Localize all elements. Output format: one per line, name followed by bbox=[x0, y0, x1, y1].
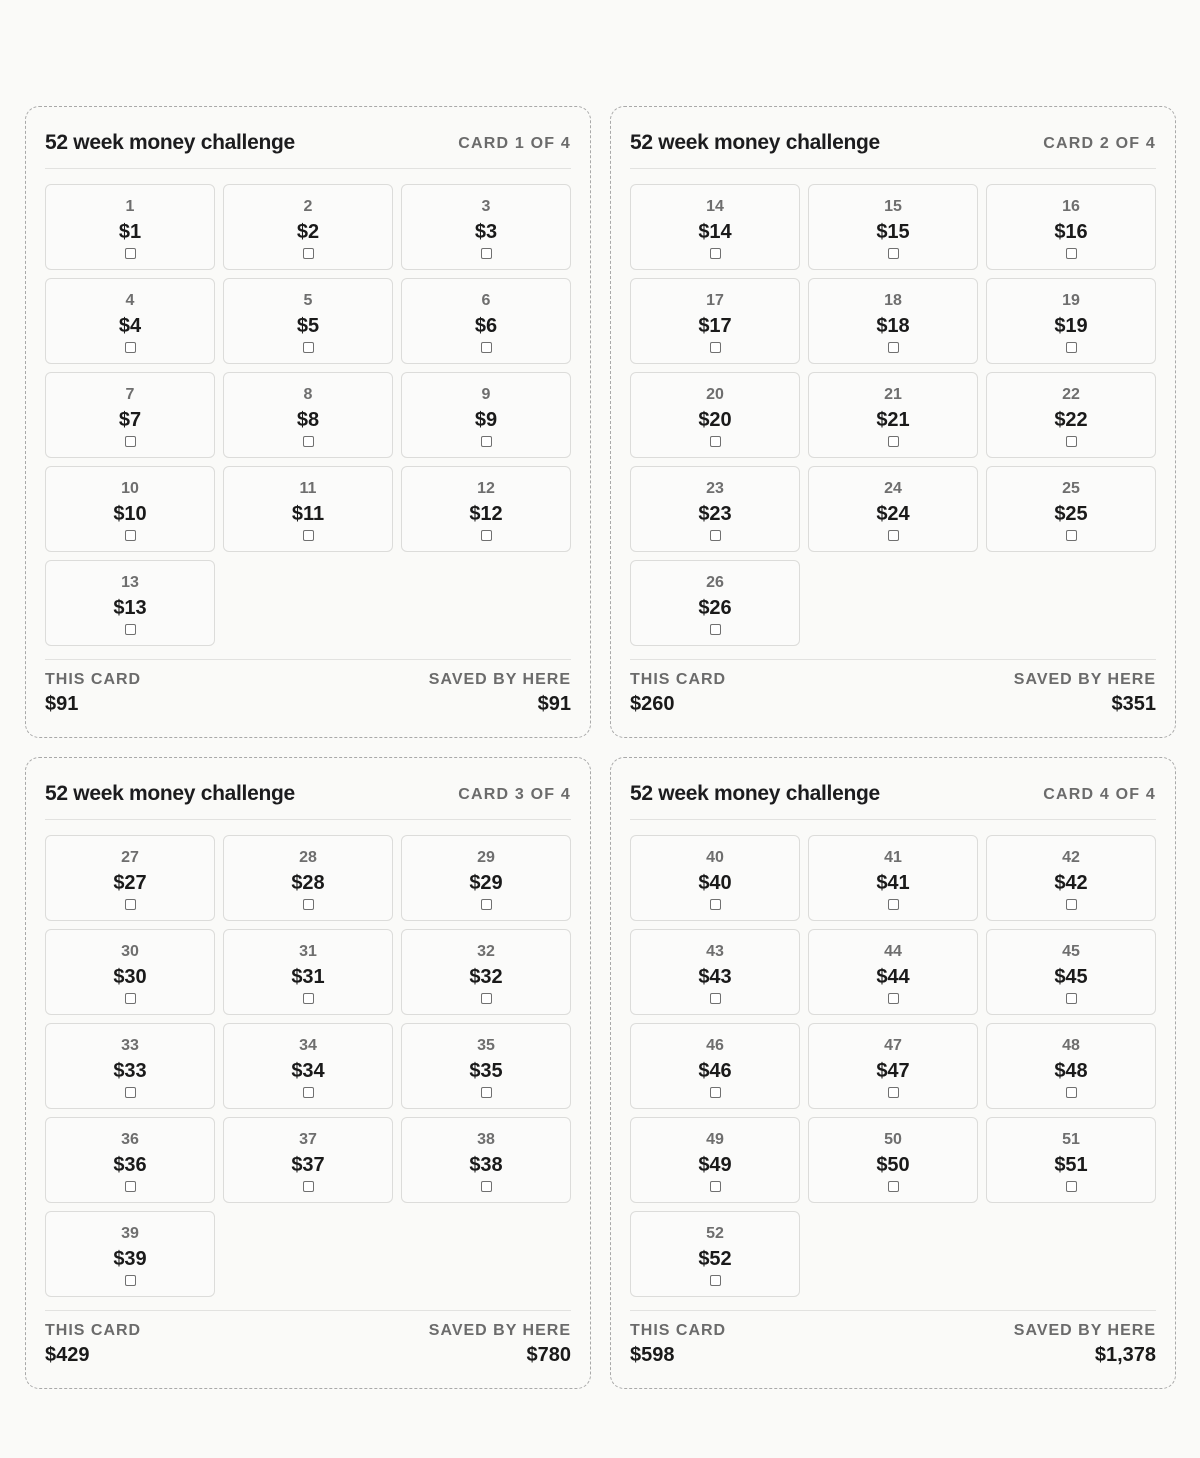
week-amount: $40 bbox=[698, 872, 732, 894]
this-card-value: $598 bbox=[630, 1344, 675, 1366]
week-amount: $14 bbox=[698, 221, 732, 243]
week-checkbox[interactable] bbox=[888, 899, 899, 910]
card-title: 52 week money challenge bbox=[45, 131, 295, 154]
week-cell bbox=[223, 1023, 393, 1109]
week-number: 11 bbox=[299, 480, 317, 497]
week-amount: $29 bbox=[469, 872, 503, 894]
week-cell bbox=[986, 466, 1156, 552]
week-number: 16 bbox=[1062, 198, 1080, 215]
week-number: 23 bbox=[706, 480, 724, 497]
week-number: 13 bbox=[121, 574, 139, 591]
week-number: 29 bbox=[477, 849, 495, 866]
week-checkbox[interactable] bbox=[481, 993, 492, 1004]
week-number: 5 bbox=[303, 292, 313, 309]
week-cell bbox=[986, 278, 1156, 364]
week-number: 39 bbox=[121, 1225, 139, 1242]
week-amount: $13 bbox=[113, 597, 147, 619]
week-number: 42 bbox=[1062, 849, 1080, 866]
week-number: 51 bbox=[1062, 1131, 1080, 1148]
week-checkbox[interactable] bbox=[1066, 436, 1077, 447]
week-checkbox[interactable] bbox=[481, 1181, 492, 1192]
week-number: 25 bbox=[1062, 480, 1080, 497]
week-number: 7 bbox=[125, 386, 135, 403]
card-counter: CARD 3 OF 4 bbox=[458, 786, 571, 803]
saved-by-here-label: SAVED BY HERE bbox=[1013, 1322, 1156, 1339]
this-card-total bbox=[45, 1321, 141, 1367]
week-cell bbox=[808, 184, 978, 270]
week-number: 30 bbox=[121, 943, 139, 960]
week-cell bbox=[45, 1023, 215, 1109]
week-number: 50 bbox=[884, 1131, 902, 1148]
week-number: 10 bbox=[121, 480, 139, 497]
week-cell bbox=[223, 372, 393, 458]
week-amount: $22 bbox=[1054, 409, 1088, 431]
week-number: 4 bbox=[125, 292, 135, 309]
week-amount: $33 bbox=[113, 1060, 147, 1082]
week-checkbox[interactable] bbox=[481, 1087, 492, 1098]
week-amount: $41 bbox=[876, 872, 910, 894]
week-cell bbox=[223, 835, 393, 921]
week-number: 35 bbox=[477, 1037, 495, 1054]
saved-by-here-total bbox=[429, 1321, 571, 1367]
week-checkbox[interactable] bbox=[710, 530, 721, 541]
week-amount: $49 bbox=[698, 1154, 732, 1176]
week-checkbox[interactable] bbox=[710, 1087, 721, 1098]
week-cell bbox=[45, 466, 215, 552]
week-number: 6 bbox=[481, 292, 491, 309]
week-amount: $12 bbox=[469, 503, 503, 525]
week-checkbox[interactable] bbox=[888, 1087, 899, 1098]
week-amount: $16 bbox=[1054, 221, 1088, 243]
week-cell bbox=[986, 372, 1156, 458]
week-cell bbox=[986, 835, 1156, 921]
week-amount: $32 bbox=[469, 966, 503, 988]
saved-by-here-label: SAVED BY HERE bbox=[428, 1322, 571, 1339]
week-number: 34 bbox=[299, 1037, 317, 1054]
week-cell bbox=[986, 929, 1156, 1015]
week-amount: $45 bbox=[1054, 966, 1088, 988]
challenge-card-4 bbox=[610, 757, 1176, 1389]
week-cell bbox=[808, 466, 978, 552]
week-checkbox[interactable] bbox=[125, 1181, 136, 1192]
week-checkbox[interactable] bbox=[303, 248, 314, 259]
week-amount: $3 bbox=[474, 221, 498, 243]
week-amount: $38 bbox=[469, 1154, 503, 1176]
week-cell bbox=[630, 278, 800, 364]
week-number: 49 bbox=[706, 1131, 724, 1148]
card-footer bbox=[45, 1310, 571, 1367]
week-number: 22 bbox=[1062, 386, 1080, 403]
week-amount: $5 bbox=[296, 315, 320, 337]
week-number: 9 bbox=[481, 386, 491, 403]
week-number: 41 bbox=[884, 849, 902, 866]
saved-by-here-total bbox=[429, 670, 571, 716]
week-amount: $44 bbox=[876, 966, 910, 988]
week-amount: $25 bbox=[1054, 503, 1088, 525]
week-number: 43 bbox=[706, 943, 724, 960]
week-cell bbox=[808, 372, 978, 458]
week-number: 26 bbox=[706, 574, 724, 591]
week-number: 15 bbox=[884, 198, 902, 215]
week-amount: $6 bbox=[474, 315, 498, 337]
week-cell bbox=[401, 278, 571, 364]
week-amount: $10 bbox=[113, 503, 147, 525]
week-cell bbox=[630, 1211, 800, 1297]
week-number: 32 bbox=[477, 943, 495, 960]
week-checkbox[interactable] bbox=[1066, 342, 1077, 353]
week-cell bbox=[45, 372, 215, 458]
week-cell bbox=[630, 1117, 800, 1203]
week-cell bbox=[630, 372, 800, 458]
card-header bbox=[630, 107, 1156, 169]
week-cell bbox=[45, 278, 215, 364]
this-card-label: THIS CARD bbox=[630, 1322, 727, 1339]
week-amount: $52 bbox=[698, 1248, 732, 1270]
week-cell bbox=[223, 184, 393, 270]
week-number: 47 bbox=[884, 1037, 902, 1054]
week-checkbox[interactable] bbox=[1066, 993, 1077, 1004]
week-checkbox[interactable] bbox=[125, 899, 136, 910]
week-cell bbox=[630, 184, 800, 270]
week-cell bbox=[630, 929, 800, 1015]
week-amount: $35 bbox=[469, 1060, 503, 1082]
week-checkbox[interactable] bbox=[888, 248, 899, 259]
week-number: 40 bbox=[706, 849, 724, 866]
week-amount: $19 bbox=[1054, 315, 1088, 337]
week-cell bbox=[45, 1117, 215, 1203]
week-checkbox[interactable] bbox=[710, 436, 721, 447]
week-number: 19 bbox=[1062, 292, 1080, 309]
week-cell bbox=[223, 1117, 393, 1203]
week-checkbox[interactable] bbox=[125, 342, 136, 353]
card-counter: CARD 4 OF 4 bbox=[1043, 786, 1156, 803]
card-counter: CARD 1 OF 4 bbox=[458, 135, 571, 152]
week-amount: $27 bbox=[113, 872, 147, 894]
week-checkbox[interactable] bbox=[125, 993, 136, 1004]
week-cell bbox=[630, 466, 800, 552]
week-amount: $11 bbox=[291, 503, 325, 525]
card-header bbox=[45, 107, 571, 169]
week-cell bbox=[45, 560, 215, 646]
challenge-sheet bbox=[25, 106, 1176, 1389]
week-amount: $17 bbox=[698, 315, 732, 337]
week-number: 18 bbox=[884, 292, 902, 309]
week-checkbox[interactable] bbox=[710, 993, 721, 1004]
this-card-label: THIS CARD bbox=[630, 671, 727, 688]
card-header bbox=[630, 758, 1156, 820]
week-amount: $48 bbox=[1054, 1060, 1088, 1082]
week-checkbox[interactable] bbox=[481, 899, 492, 910]
week-checkbox[interactable] bbox=[125, 248, 136, 259]
challenge-card-2 bbox=[610, 106, 1176, 738]
week-amount: $34 bbox=[291, 1060, 325, 1082]
card-header bbox=[45, 758, 571, 820]
week-cell bbox=[45, 184, 215, 270]
week-number: 52 bbox=[706, 1225, 724, 1242]
card-title: 52 week money challenge bbox=[45, 782, 295, 805]
week-checkbox[interactable] bbox=[481, 342, 492, 353]
week-amount: $8 bbox=[296, 409, 320, 431]
week-checkbox[interactable] bbox=[125, 624, 136, 635]
week-checkbox[interactable] bbox=[888, 342, 899, 353]
week-cell bbox=[630, 1023, 800, 1109]
this-card-label: THIS CARD bbox=[45, 671, 142, 688]
week-checkbox[interactable] bbox=[710, 248, 721, 259]
week-amount: $47 bbox=[876, 1060, 910, 1082]
week-number: 28 bbox=[299, 849, 317, 866]
week-checkbox[interactable] bbox=[1066, 248, 1077, 259]
saved-by-here-value: $780 bbox=[526, 1344, 571, 1366]
week-cell bbox=[223, 278, 393, 364]
week-number: 17 bbox=[706, 292, 724, 309]
week-cell bbox=[808, 929, 978, 1015]
card-footer bbox=[630, 1310, 1156, 1367]
card-footer bbox=[630, 659, 1156, 716]
week-number: 27 bbox=[121, 849, 139, 866]
week-cell bbox=[401, 372, 571, 458]
saved-by-here-value: $91 bbox=[537, 693, 571, 715]
week-cell bbox=[401, 1023, 571, 1109]
card-title: 52 week money challenge bbox=[630, 782, 880, 805]
week-checkbox[interactable] bbox=[125, 1275, 136, 1286]
week-number: 20 bbox=[706, 386, 724, 403]
week-checkbox[interactable] bbox=[1066, 1181, 1077, 1192]
week-amount: $2 bbox=[296, 221, 320, 243]
week-amount: $23 bbox=[698, 503, 732, 525]
week-cell bbox=[630, 835, 800, 921]
card-title: 52 week money challenge bbox=[630, 131, 880, 154]
week-checkbox[interactable] bbox=[303, 1087, 314, 1098]
saved-by-here-value: $1,378 bbox=[1094, 1344, 1156, 1366]
week-number: 1 bbox=[125, 198, 135, 215]
week-checkbox[interactable] bbox=[125, 530, 136, 541]
week-cell bbox=[401, 929, 571, 1015]
week-checkbox[interactable] bbox=[481, 248, 492, 259]
week-cell bbox=[45, 835, 215, 921]
week-amount: $1 bbox=[118, 221, 142, 243]
this-card-value: $429 bbox=[45, 1344, 90, 1366]
week-number: 2 bbox=[303, 198, 313, 215]
week-cell bbox=[986, 1117, 1156, 1203]
week-cell bbox=[808, 278, 978, 364]
week-grid bbox=[45, 184, 571, 644]
week-amount: $43 bbox=[698, 966, 732, 988]
week-checkbox[interactable] bbox=[303, 342, 314, 353]
week-amount: $37 bbox=[291, 1154, 325, 1176]
week-cell bbox=[630, 560, 800, 646]
week-checkbox[interactable] bbox=[481, 436, 492, 447]
saved-by-here-total bbox=[1014, 1321, 1156, 1367]
week-cell bbox=[45, 929, 215, 1015]
week-amount: $50 bbox=[876, 1154, 910, 1176]
saved-by-here-total bbox=[1014, 670, 1156, 716]
week-cell bbox=[808, 1117, 978, 1203]
week-number: 12 bbox=[477, 480, 495, 497]
week-number: 48 bbox=[1062, 1037, 1080, 1054]
week-checkbox[interactable] bbox=[125, 1087, 136, 1098]
saved-by-here-label: SAVED BY HERE bbox=[1013, 671, 1156, 688]
week-cell bbox=[986, 1023, 1156, 1109]
week-checkbox[interactable] bbox=[710, 1181, 721, 1192]
week-checkbox[interactable] bbox=[888, 1181, 899, 1192]
week-number: 36 bbox=[121, 1131, 139, 1148]
week-checkbox[interactable] bbox=[710, 624, 721, 635]
week-amount: $20 bbox=[698, 409, 732, 431]
week-amount: $42 bbox=[1054, 872, 1088, 894]
week-checkbox[interactable] bbox=[888, 436, 899, 447]
week-cell bbox=[401, 835, 571, 921]
week-number: 21 bbox=[884, 386, 902, 403]
week-number: 46 bbox=[706, 1037, 724, 1054]
week-number: 33 bbox=[121, 1037, 139, 1054]
this-card-total bbox=[630, 670, 726, 716]
week-number: 37 bbox=[299, 1131, 317, 1148]
week-grid bbox=[630, 835, 1156, 1295]
week-checkbox[interactable] bbox=[888, 530, 899, 541]
week-cell bbox=[986, 184, 1156, 270]
week-number: 31 bbox=[299, 943, 317, 960]
week-amount: $46 bbox=[698, 1060, 732, 1082]
week-amount: $7 bbox=[118, 409, 142, 431]
week-checkbox[interactable] bbox=[1066, 530, 1077, 541]
week-amount: $21 bbox=[876, 409, 910, 431]
saved-by-here-value: $351 bbox=[1111, 693, 1156, 715]
week-amount: $39 bbox=[113, 1248, 147, 1270]
week-checkbox[interactable] bbox=[888, 993, 899, 1004]
week-checkbox[interactable] bbox=[710, 1275, 721, 1286]
challenge-card-3 bbox=[25, 757, 591, 1389]
this-card-value: $91 bbox=[45, 693, 79, 715]
this-card-value: $260 bbox=[630, 693, 675, 715]
week-amount: $30 bbox=[113, 966, 147, 988]
week-grid bbox=[630, 184, 1156, 644]
week-number: 24 bbox=[884, 480, 902, 497]
week-cell bbox=[223, 466, 393, 552]
this-card-total bbox=[45, 670, 141, 716]
week-cell bbox=[45, 1211, 215, 1297]
week-cell bbox=[401, 466, 571, 552]
week-number: 3 bbox=[481, 198, 491, 215]
week-checkbox[interactable] bbox=[303, 899, 314, 910]
week-cell bbox=[401, 1117, 571, 1203]
week-checkbox[interactable] bbox=[125, 436, 136, 447]
week-number: 44 bbox=[884, 943, 902, 960]
week-checkbox[interactable] bbox=[303, 1181, 314, 1192]
this-card-label: THIS CARD bbox=[45, 1322, 142, 1339]
week-amount: $18 bbox=[876, 315, 910, 337]
week-cell bbox=[808, 835, 978, 921]
week-amount: $31 bbox=[291, 966, 325, 988]
week-number: 38 bbox=[477, 1131, 495, 1148]
week-checkbox[interactable] bbox=[303, 530, 314, 541]
week-checkbox[interactable] bbox=[1066, 899, 1077, 910]
week-checkbox[interactable] bbox=[710, 342, 721, 353]
week-grid bbox=[45, 835, 571, 1295]
card-footer bbox=[45, 659, 571, 716]
week-number: 8 bbox=[303, 386, 313, 403]
this-card-total bbox=[630, 1321, 726, 1367]
week-amount: $36 bbox=[113, 1154, 147, 1176]
week-cell bbox=[808, 1023, 978, 1109]
week-amount: $4 bbox=[118, 315, 142, 337]
saved-by-here-label: SAVED BY HERE bbox=[428, 671, 571, 688]
week-amount: $26 bbox=[698, 597, 732, 619]
card-counter: CARD 2 OF 4 bbox=[1043, 135, 1156, 152]
week-checkbox[interactable] bbox=[481, 530, 492, 541]
week-checkbox[interactable] bbox=[303, 993, 314, 1004]
week-amount: $15 bbox=[876, 221, 910, 243]
week-cell bbox=[223, 929, 393, 1015]
week-checkbox[interactable] bbox=[303, 436, 314, 447]
week-amount: $24 bbox=[876, 503, 910, 525]
week-checkbox[interactable] bbox=[1066, 1087, 1077, 1098]
week-number: 45 bbox=[1062, 943, 1080, 960]
week-cell bbox=[401, 184, 571, 270]
week-number: 14 bbox=[706, 198, 724, 215]
week-checkbox[interactable] bbox=[710, 899, 721, 910]
week-amount: $51 bbox=[1054, 1154, 1088, 1176]
week-amount: $9 bbox=[474, 409, 498, 431]
week-amount: $28 bbox=[291, 872, 325, 894]
challenge-card-1 bbox=[25, 106, 591, 738]
